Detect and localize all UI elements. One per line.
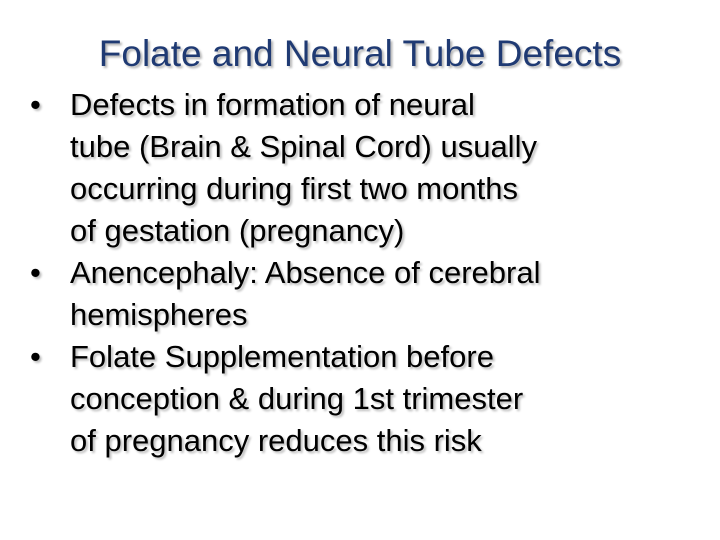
bullet-line: Defects in formation of neural [70,87,475,122]
bullet-line: hemispheres [70,297,248,332]
bullet-marker: • [30,339,41,374]
slide-title: Folate and Neural Tube Defects [98,33,622,74]
bullet-line: of pregnancy reduces this risk [70,423,482,458]
bullet-line: tube (Brain & Spinal Cord) usually [70,129,537,164]
bullet-item-anencephaly [28,252,708,336]
bullet-item-folate-supplementation [28,336,708,462]
bullet-list [28,84,708,462]
bullet-line: conception & during 1st trimester [70,381,524,416]
bullet-marker: • [30,87,41,122]
bullet-line: occurring during first two months [70,171,518,206]
bullet-line: of gestation (pregnancy) [70,213,405,248]
bullet-line: Folate Supplementation before [70,339,494,374]
bullet-item-neural-tube-defects [28,84,708,252]
bullet-line: Anencephaly: Absence of cerebral [70,255,541,290]
bullet-marker: • [30,255,41,290]
